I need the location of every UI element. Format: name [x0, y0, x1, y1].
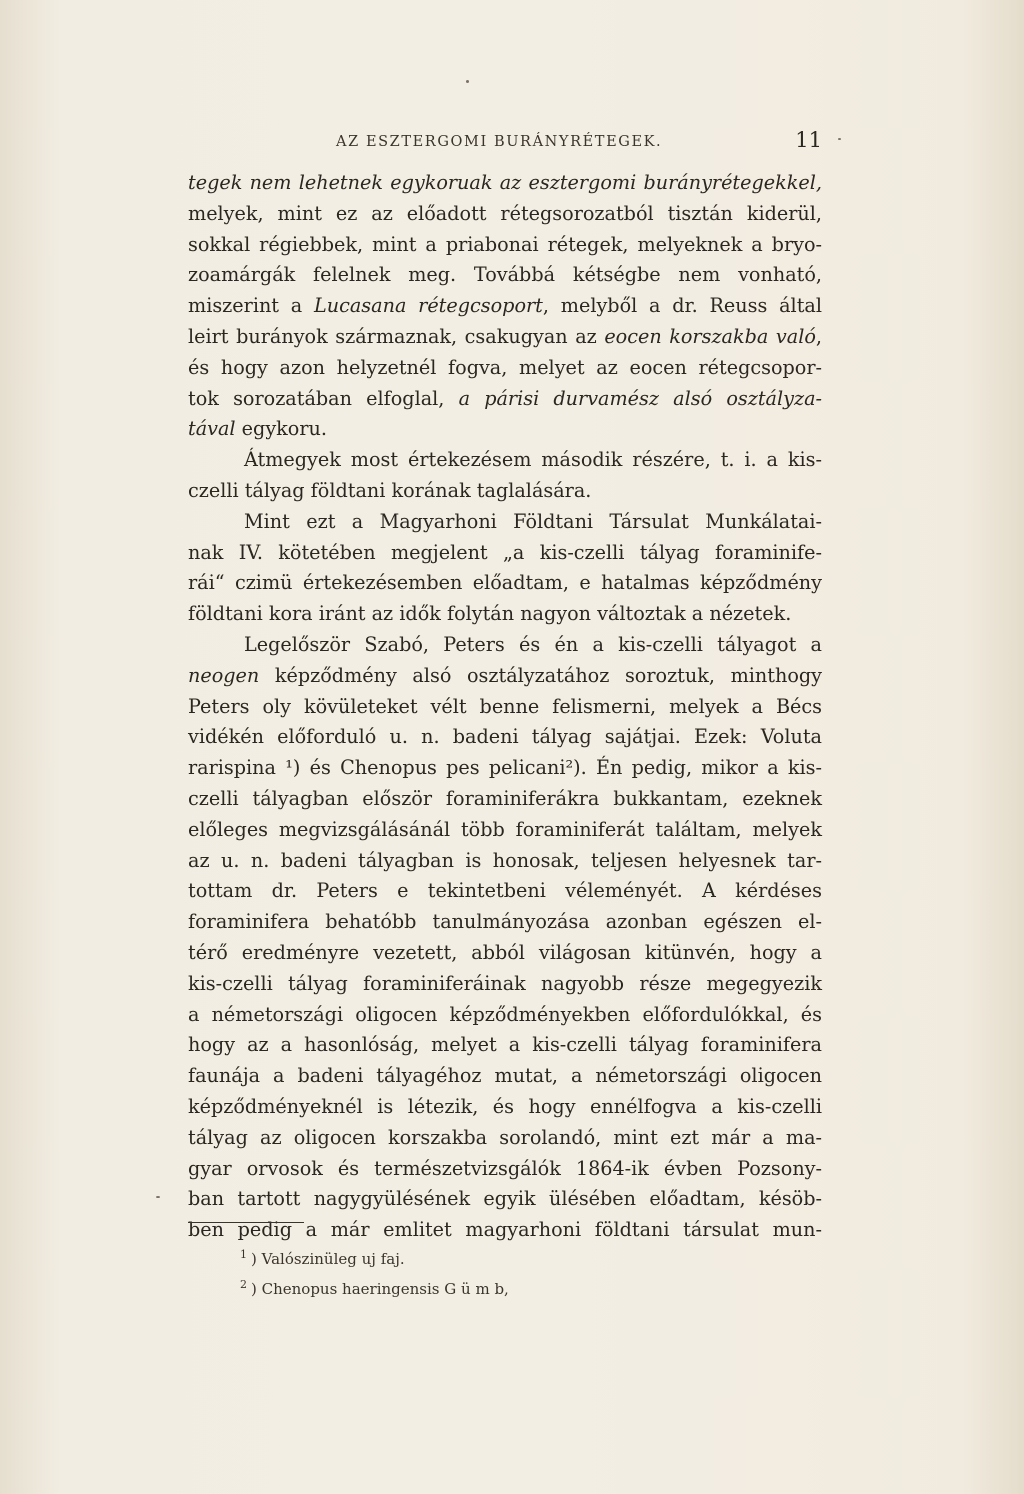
paper-speck — [156, 1196, 160, 1198]
page-header — [188, 128, 822, 158]
text-line: melyek, mint ez az előadott rétegsorozatból tisztán kiderül, — [188, 201, 822, 225]
text-line: térő eredményre vezetett, abból világosan kitünvén, hogy a — [188, 940, 822, 964]
page-number: 11 — [795, 128, 822, 152]
text-line: neogen képződmény alsó osztályzatához soroztuk, minthogy — [188, 663, 822, 687]
paper-speck — [466, 80, 469, 83]
text-line: tályag az oligocen korszakba sorolandó, mint ezt már a ma- — [188, 1125, 822, 1149]
text-line: hogy az a hasonlóság, melyet a kis-czelli tályag foraminifera — [188, 1033, 822, 1057]
text-line: Átmegyek most értekezésem második részére, t. i. a kis- — [244, 448, 822, 472]
text-line: földtani kora iránt az idők folytán nagyon változtak a nézetek. — [188, 602, 792, 626]
text-line: zoamárgák felelnek meg. Továbbá kétségbe nem vonható, — [188, 263, 822, 287]
text-line: leirt burányok származnak, csakugyan az eocen korszakba való, — [188, 324, 822, 348]
text-line: ban tartott nagygyülésének egyik ülésében előadtam, késöb- — [188, 1187, 822, 1211]
text-line: rarispina ¹) és Chenopus pes pelicani²). Én pedig, mikor a kis- — [188, 756, 822, 780]
footnote: $^1$ ) Valószinüleg uj faj. — [240, 1248, 405, 1268]
text-line: tegek nem lehetnek egykoruak az esztergomi burányrétegekkel, — [188, 171, 822, 194]
running-title: AZ ESZTERGOMI BURÁNYRÉTEGEK. — [336, 134, 663, 150]
text-line: Peters oly kövületeket vélt benne felismerni, melyek a Bécs — [188, 694, 822, 718]
body-text — [188, 168, 822, 1246]
text-line: képződményeknél is létezik, és hogy ennélfogva a kis-czelli — [188, 1094, 822, 1118]
text-line: az u. n. badeni tályagban is honosak, teljesen helyesnek tar- — [188, 848, 822, 872]
text-line: előleges megvizsgálásánál több foraminiferát találtam, melyek — [188, 817, 822, 841]
text-line: Mint ezt a Magyarhoni Földtani Társulat Munkálatai- — [244, 509, 822, 533]
text-line: a németországi oligocen képződményekben előfordulókkal, és — [188, 1002, 822, 1026]
text-line: czelli tályagban először foraminiferákra bukkantam, ezeknek — [188, 786, 822, 810]
text-line: nak IV. kötetében megjelent „a kis-czelli tályag foraminife- — [188, 540, 822, 564]
text-line: kis-czelli tályag foraminiferáinak nagyobb része megegyezik — [188, 971, 822, 995]
text-line: gyar orvosok és természetvizsgálók 1864-ik évben Pozsony- — [188, 1156, 822, 1180]
text-line: tottam dr. Peters e tekintetbeni véleményét. A kérdéses — [188, 879, 822, 903]
text-line: és hogy azon helyzetnél fogva, melyet az eocen rétegcsopor- — [188, 355, 822, 379]
footnote-separator — [188, 1222, 304, 1223]
text-line: sokkal régiebbek, mint a priabonai rétegek, melyeknek a bryo- — [188, 232, 822, 256]
text-line: rái“ czimü értekezésemben előadtam, e hatalmas képződmény — [188, 571, 822, 595]
text-line: faunája a badeni tályagéhoz mutat, a németországi oligocen — [188, 1064, 822, 1088]
text-line: tával egykoru. — [188, 417, 327, 441]
text-line: foraminifera behatóbb tanulmányozása azonban egészen el- — [188, 910, 822, 934]
text-line: tok sorozatában elfoglal, a párisi durvamész alsó osztályza- — [188, 386, 822, 410]
text-line: miszerint a Lucasana rétegcsoport, melyből a dr. Reuss által — [188, 294, 822, 318]
paper-speck — [838, 138, 841, 140]
text-line: czelli tályag földtani korának taglalására. — [188, 478, 592, 502]
footnotes — [240, 1242, 640, 1302]
text-line: Legelőször Szabó, Peters és én a kis-czelli tályagot a — [244, 632, 822, 656]
text-line: ben pedig a már emlitet magyarhoni földtani társulat mun- — [188, 1218, 822, 1242]
footnote: $^2$ ) Chenopus haeringensis G ü m b, — [240, 1278, 509, 1298]
text-line: vidékén előforduló u. n. badeni tályag sajátjai. Ezek: Voluta — [188, 725, 822, 749]
